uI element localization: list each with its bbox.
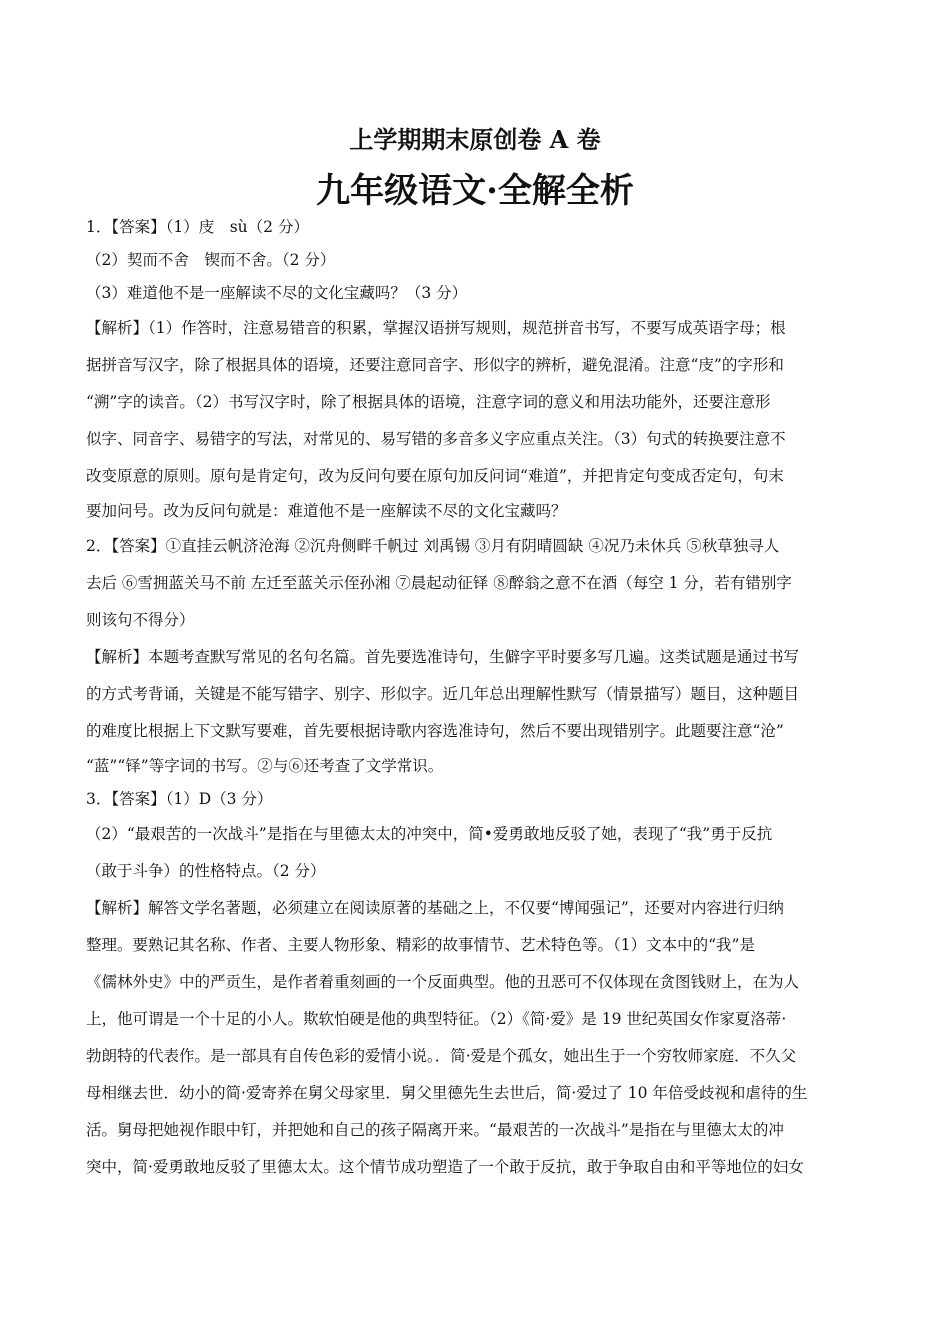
q2-analysis-line: 的方式考背诵，关键是不能写错字、别字、形似字。近几年总出理解性默写（情景描写）题目，这种题目 (86, 685, 800, 703)
q1-answer-part2: （2）契而不舍 锲而不舍。（2 分） (86, 251, 336, 269)
q3-analysis-line: 上，他可谓是一个十足的小人。欺软怕硬是他的典型特征。（2）《简·爱》是 19 世纪英国女作家夏洛蒂· (86, 1010, 787, 1028)
q3-answer-line: 3．【答案】（1）D（3 分） (86, 790, 273, 808)
q3-analysis-line: 突中，简·爱勇敢地反驳了里德太太。这个情节成功塑造了一个敢于反抗，敢于争取自由和平等地位的妇女 (86, 1158, 804, 1176)
q3-answer-part2: （2）“最艰苦的一次战斗”是指在与里德太太的冲突中，简•爱勇敢地反驳了她，表现了“我”勇于反抗 (86, 825, 773, 843)
question-3-section (86, 783, 866, 1186)
q2-analysis-line: 的难度比根据上下文默写要难，首先要根据诗歌内容选准诗句，然后不要出现错别字。此题要注意“沧” (86, 722, 784, 740)
question-1-section (86, 211, 866, 528)
q3-analysis-line: 《儒林外史》中的严贡生，是作者着重刻画的一个反面典型。他的丑恶可不仅体现在贪图钱财上，在为人 (86, 973, 800, 991)
q3-answer-part2: （敢于斗争）的性格特点。（2 分） (86, 862, 326, 880)
q3-analysis-line: 母相继去世．幼小的简·爱寄养在舅父母家里．舅父里德先生去世后，简·爱过了 10 年倍受歧视和虐待的生 (86, 1084, 808, 1102)
q2-answer-line: 则该句不得分） (86, 611, 195, 629)
q2-answer-line: 2．【答案】①直挂云帆济沧海 ②沉舟侧畔千帆过 刘禹锡 ③月有阴晴圆缺 ④况乃未休兵 ⑤秋草独寻人 (86, 537, 780, 555)
q3-analysis-line: 整理。要熟记其名称、作者、主要人物形象、精彩的故事情节、艺术特色等。（1）文本中的“我”是 (86, 936, 755, 954)
q1-answer-line: 1．【答案】（1）庋 sù（2 分） (86, 218, 309, 236)
document-title: 九年级语文·全解全析 (316, 171, 634, 211)
q2-answer-line: 去后 ⑥雪拥蓝关马不前 左迁至蓝关示侄孙湘 ⑦晨起动征铎 ⑧醉翁之意不在酒（每空 1 分，若有错别字 (86, 574, 792, 592)
q2-analysis-line: “蓝”“铎”等字词的书写。②与⑥还考查了文学常识。 (86, 757, 444, 775)
q1-analysis-line: 【解析】（1）作答时，注意易错音的积累，掌握汉语拼写规则，规范拼音书写，不要写成英语字母；根 (86, 319, 786, 337)
document-subtitle: 上学期期末原创卷 A 卷 (349, 125, 601, 154)
q2-analysis-line: 【解析】本题考查默写常见的名句名篇。首先要选准诗句，生僻字平时要多写几遍。这类试题是通过书写 (86, 648, 800, 666)
q1-analysis-line: 据拼音写汉字，除了根据具体的语境，还要注意同音字、形似字的辨析，避免混淆。注意“庋”的字形和 (86, 356, 784, 374)
q1-analysis-line: 似字、同音字、易错字的写法，对常见的、易写错的多音多义字应重点关注。（3）句式的转换要注意不 (86, 430, 786, 448)
q3-analysis-line: 勃朗特的代表作。是一部具有自传色彩的爱情小说。．简·爱是个孤女，她出生于一个穷牧师家庭．不久父 (86, 1047, 797, 1065)
q1-analysis-line: “溯”字的读音。（2）书写汉字时，除了根据具体的语境，注意字词的意义和用法功能外，还要注意形 (86, 393, 771, 411)
q3-analysis-line: 活。舅母把她视作眼中钉，并把她和自己的孩子隔离开来。“最艰苦的一次战斗”是指在与里德太太的冲 (86, 1121, 784, 1139)
q3-analysis-line: 【解析】解答文学名著题，必须建立在阅读原著的基础之上，不仅要“博闻强记”，还要对内容进行归纳 (86, 899, 784, 917)
q1-analysis-line: 要加问号。改为反问句就是：难道他不是一座解读不尽的文化宝藏吗？ (86, 502, 567, 520)
question-2-section (86, 528, 866, 783)
q1-answer-part3: （3）难道他不是一座解读不尽的文化宝藏吗？（3 分） (86, 284, 468, 302)
q1-analysis-line: 改变原意的原则。原句是肯定句，改为反问句要在原句加反问词“难道”，并把肯定句变成否定句，句末 (86, 467, 784, 485)
answer-content (86, 211, 866, 1186)
